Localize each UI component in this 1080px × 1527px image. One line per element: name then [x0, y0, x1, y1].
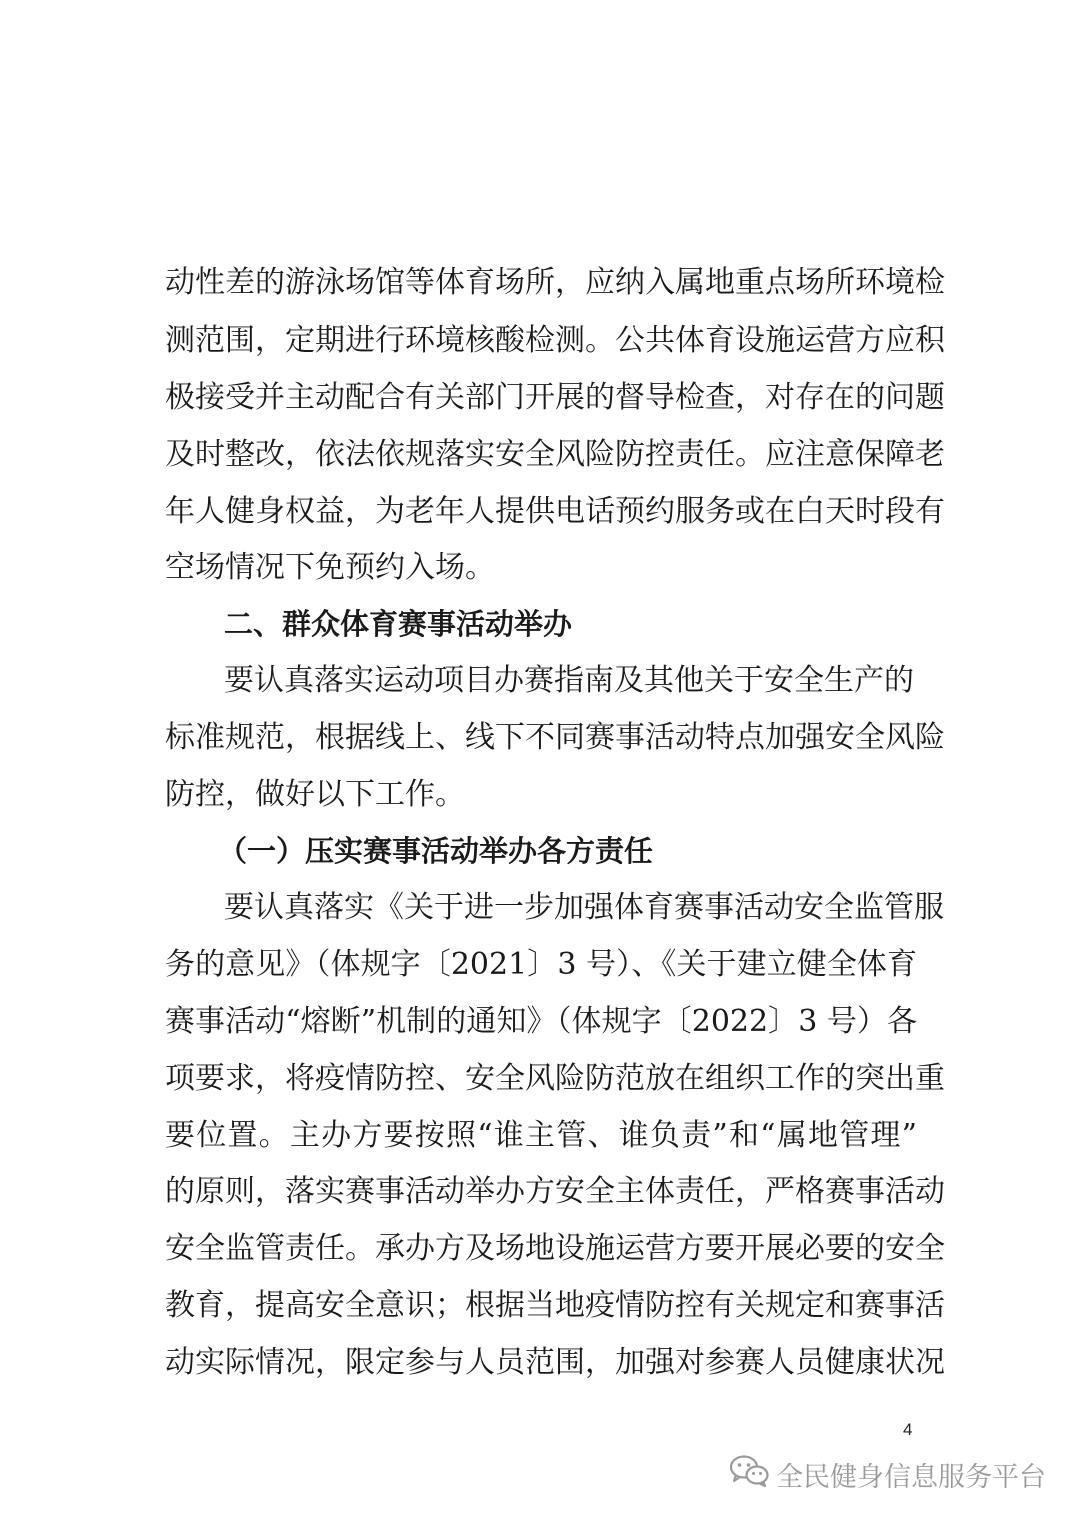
body-line: 空场情况下免预约入场。: [165, 550, 495, 585]
watermark: [728, 1454, 1046, 1494]
wechat-icon: [728, 1453, 770, 1496]
page-number: 4: [903, 1420, 913, 1439]
body-line: 要位置。主办方要按照“谁主管、谁负责”和“属地管理”: [165, 1118, 917, 1153]
body-line: 赛事活动“熔断”机制的通知》（体规字〔2022〕3 号）各: [165, 1004, 917, 1039]
body-line: 年人健身权益，为老年人提供电话预约服务或在白天时段有: [165, 494, 945, 529]
body-line: 要认真落实运动项目办赛指南及其他关于安全生产的: [224, 663, 914, 698]
body-line: 项要求，将疫情防控、安全风险防范放在组织工作的突出重: [165, 1061, 945, 1096]
watermark-text: 全民健身信息服务平台: [776, 1461, 1046, 1493]
subsection-heading: （一）压实赛事活动举办各方责任: [218, 834, 654, 868]
body-line: 动性差的游泳场馆等体育场所，应纳入属地重点场所环境检: [165, 265, 945, 300]
body-line: 动实际情况，限定参与人员范围，加强对参赛人员健康状况: [165, 1345, 945, 1380]
body-line: 极接受并主动配合有关部门开展的督导检查，对存在的问题: [165, 380, 945, 415]
body-line: 的原则，落实赛事活动举办方安全主体责任，严格赛事活动: [165, 1174, 945, 1209]
body-line: 要认真落实《关于进一步加强体育赛事活动安全监管服: [224, 890, 944, 925]
body-line: 安全监管责任。承办方及场地设施运营方要开展必要的安全: [165, 1231, 945, 1266]
section-heading: 二、群众体育赛事活动举办: [224, 607, 573, 641]
body-line: 标准规范，根据线上、线下不同赛事活动特点加强安全风险: [165, 720, 945, 755]
body-line: 防控，做好以下工作。: [165, 777, 465, 812]
body-line: 务的意见》（体规字〔2021〕3 号）、《关于建立健全体育: [165, 947, 917, 982]
body-line: 测范围，定期进行环境核酸检测。公共体育设施运营方应积: [165, 323, 945, 358]
body-line: 及时整改，依法依规落实安全风险防控责任。应注意保障老: [165, 437, 945, 472]
body-line: 教育，提高安全意识；根据当地疫情防控有关规定和赛事活: [165, 1288, 945, 1323]
